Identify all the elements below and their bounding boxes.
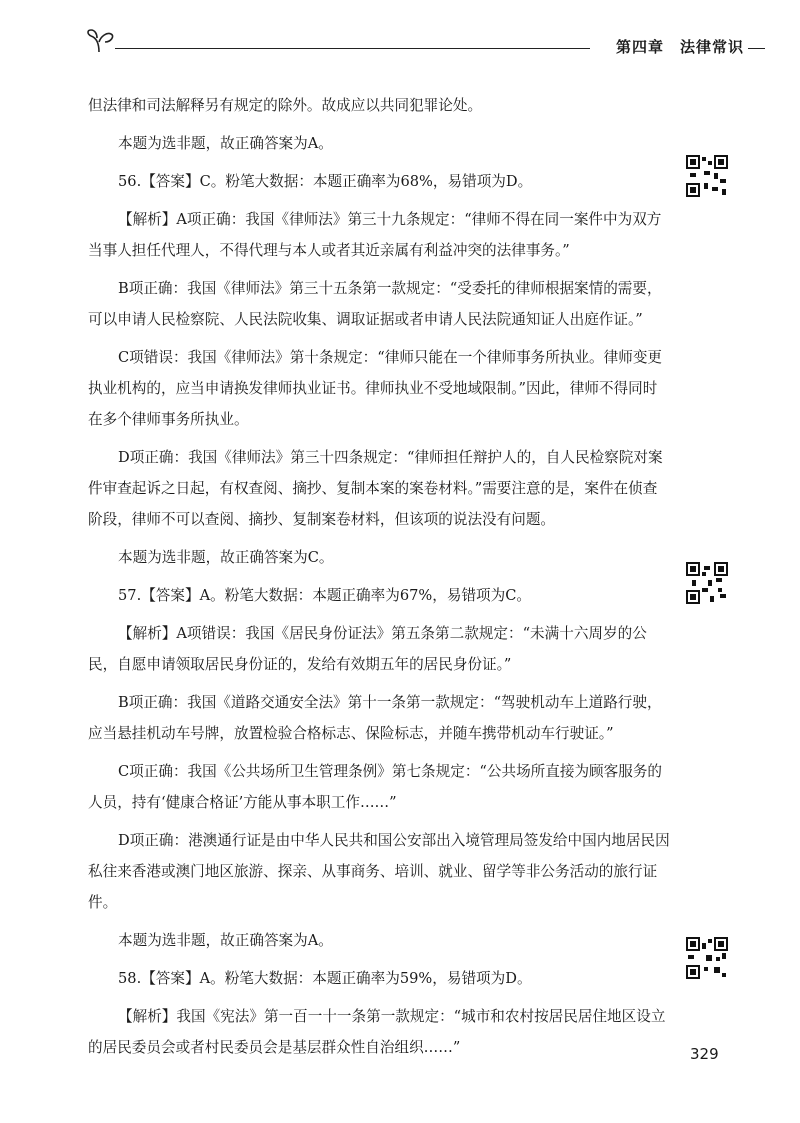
page-number: 329: [690, 1045, 719, 1063]
answer-57: 57.【答案】A。粉笔大数据：本题正确率为67%，易错项为C。: [118, 587, 532, 604]
answer-58: 58.【答案】A。粉笔大数据：本题正确率为59%，易错项为D。: [118, 970, 532, 987]
paragraph: D项正确：港澳通行证是由中华人民共和国公安部出入境管理局签发给中国内地居民因私往来香港或澳门地区旅游、探亲、从事商务、培训、就业、留学等非公务活动的旅行证件。: [88, 832, 670, 911]
paragraph: 但法律和司法解释另有规定的除外。故成应以共同犯罪论处。: [88, 97, 483, 114]
qr-code-icon[interactable]: [686, 937, 728, 979]
paragraph: C项正确：我国《公共场所卫生管理条例》第七条规定：“公共场所直接为顾客服务的人员，持有‘健康合格证’方能从事本职工作……”: [88, 763, 663, 811]
header-rule-left: [115, 48, 670, 49]
qr-code-icon[interactable]: [686, 562, 728, 604]
paragraph: D项正确：我国《律师法》第三十四条规定：“律师担任辩护人的，自人民检察院对案件审查起诉之日起，有权查阅、摘抄、复制本案的案卷材料。”需要注意的是，案件在侦查阶段，律师不可以查阅、摘抄、复制案卷材料，但该项的说法没有问题。: [88, 449, 663, 528]
paragraph: 【解析】A项错误：我国《居民身份证法》第五条第二款规定：“未满十六周岁的公民，自愿申请领取居民身份证的，发给有效期五年的居民身份证。”: [88, 625, 647, 673]
paragraph: 本题为选非题，故正确答案为A。: [118, 932, 333, 949]
chapter-title: 第四章 法律常识: [590, 36, 748, 57]
paragraph: 本题为选非题，故正确答案为C。: [118, 549, 334, 566]
page-body: [88, 90, 670, 1070]
qr-code-icon[interactable]: [686, 155, 728, 197]
paragraph: B项正确：我国《律师法》第三十五条第一款规定：“受委托的律师根据案情的需要，可以申请人民检察院、人民法院收集、调取证据或者申请人民法院通知证人出庭作证。”: [88, 280, 662, 328]
paragraph: B项正确：我国《道路交通安全法》第十一条第一款规定：“驾驶机动车上道路行驶，应当悬挂机动车号牌，放置检验合格标志、保险标志，并随车携带机动车行驶证。”: [88, 694, 662, 742]
paragraph: 【解析】A项正确：我国《律师法》第三十九条规定：“律师不得在同一案件中为双方当事人担任代理人，不得代理与本人或者其近亲属有利益冲突的法律事务。”: [88, 211, 662, 259]
paragraph: 本题为选非题，故正确答案为A。: [118, 135, 333, 152]
paragraph: 【解析】我国《宪法》第一百一十一条第一款规定：“城市和农村按居民居住地区设立的居民委员会或者村民委员会是基层群众性自治组织……”: [88, 1008, 666, 1056]
sprout-logo-icon: [85, 28, 117, 56]
paragraph: C项错误：我国《律师法》第十条规定：“律师只能在一个律师事务所执业。律师变更执业机构的，应当申请换发律师执业证书。律师执业不受地域限制。”因此，律师不得同时在多个律师事务所执业。: [88, 349, 663, 428]
answer-56: 56.【答案】C。粉笔大数据：本题正确率为68%，易错项为D。: [118, 173, 533, 190]
page-header: [85, 28, 765, 58]
